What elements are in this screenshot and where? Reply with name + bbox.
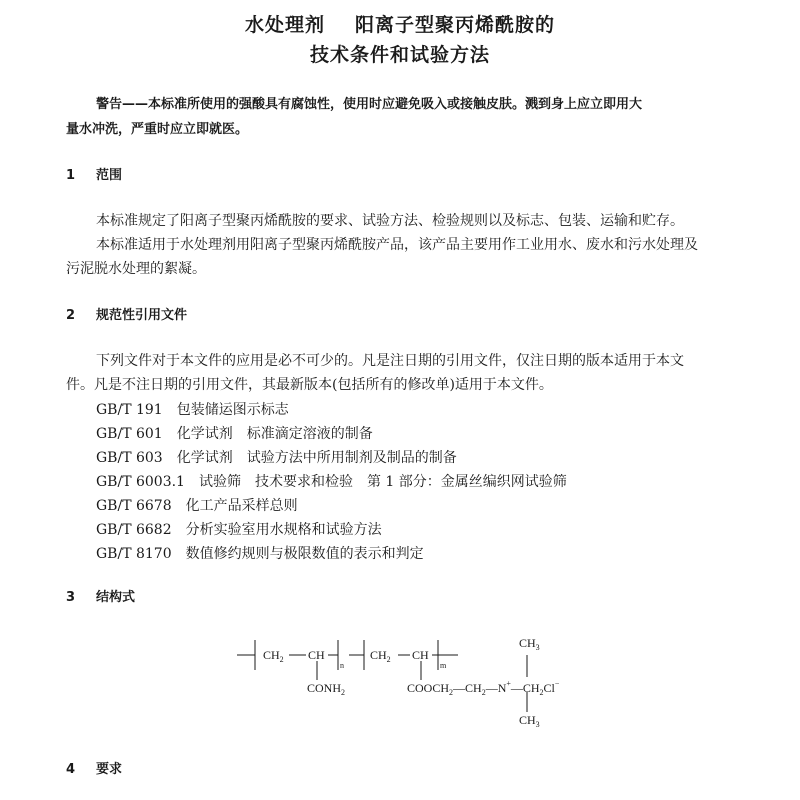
reference-title: 化工产品采样总则 (185, 498, 298, 514)
reference-item (96, 519, 382, 539)
reference-title: 化学试剂 试验方法中所用制剂及制品的制备 (176, 450, 457, 466)
section-title: 要求 (96, 762, 123, 777)
reference-code: GB/T 6678 (96, 498, 172, 514)
reference-title: 分析实验室用水规格和试验方法 (185, 522, 382, 538)
section-1-paragraph-2-line-2: 污泥脱水处理的絮凝。 (66, 261, 206, 277)
section-title: 结构式 (96, 590, 136, 605)
warning-line-1: 警告——本标准所使用的强酸具有腐蚀性，使用时应避免吸入或接触皮肤。溅到身上应立即用大 (96, 97, 643, 112)
reference-code: GB/T 6003.1 (96, 474, 185, 490)
section-title: 规范性引用文件 (96, 308, 188, 323)
section-4-heading (66, 758, 122, 777)
reference-item (96, 423, 373, 443)
section-title: 范围 (96, 168, 123, 183)
reference-title: 包装储运图示标志 (176, 402, 289, 418)
title-part-a: 水处理剂 (244, 14, 325, 36)
title-part-b: 阳离子型聚丙烯酰胺的 (355, 14, 556, 36)
document-title-line2: 技术条件和试验方法 (309, 44, 490, 66)
svg-text:CH2: $CH_2$ (263, 648, 284, 664)
section-1-paragraph-2-line-1: 本标准适用于水处理剂用阳离子型聚丙烯酰胺产品，该产品主要用作工业用水、废水和污水处理及 (96, 237, 698, 253)
svg-text:m: m (440, 661, 447, 670)
warning-line-2: 量水冲洗，严重时应立即就医。 (66, 122, 249, 137)
section-2-paragraph-line-2: 件。凡是不注日期的引用文件，其最新版本(包括所有的修改单)适用于本文件。 (66, 377, 553, 393)
reference-item (96, 399, 289, 419)
section-number: 3 (66, 590, 76, 605)
section-number: 2 (66, 308, 76, 323)
svg-text:CH2: $CH_2$ (370, 648, 391, 664)
section-1-heading (66, 164, 122, 183)
document-title-line1 (0, 10, 800, 37)
svg-text:CH: CH (412, 648, 429, 662)
section-2-heading (66, 304, 187, 323)
structural-formula (0, 600, 800, 730)
reference-title: 试验筛 技术要求和检验 第 1 部分：金属丝编织网试验筛 (198, 474, 567, 490)
svg-text:CONH2: $CONH_2$ (307, 681, 346, 697)
reference-code: GB/T 6682 (96, 522, 172, 538)
svg-text:CH3: $CH_3$ (519, 713, 540, 729)
svg-text:CH3: $CH_3$ (519, 636, 540, 652)
svg-text:CH: CH (308, 648, 325, 662)
reference-item (96, 543, 424, 563)
reference-item (96, 447, 457, 467)
reference-code: GB/T 601 (96, 426, 163, 442)
section-2-paragraph-line-1: 下列文件对于本文件的应用是必不可少的。凡是注日期的引用文件，仅注日期的版本适用于本文 (96, 353, 684, 369)
svg-text:COOCH2—CH2—N+—CH2Cl−: $COOCH_2—CH_2—N^+—CH_2Cl^-$ (407, 679, 560, 697)
section-number: 1 (66, 168, 76, 183)
section-1-paragraph-1: 本标准规定了阳离子型聚丙烯酰胺的要求、试验方法、检验规则以及标志、包装、运输和贮存。 (96, 213, 684, 229)
reference-item (96, 495, 298, 515)
reference-code: GB/T 191 (96, 402, 163, 418)
reference-item (96, 471, 567, 491)
svg-text:n: n (340, 661, 344, 670)
formula-text (263, 636, 560, 729)
reference-code: GB/T 8170 (96, 546, 172, 562)
section-number: 4 (66, 762, 76, 777)
reference-title: 化学试剂 标准滴定溶液的制备 (176, 426, 373, 442)
reference-code: GB/T 603 (96, 450, 163, 466)
reference-title: 数值修约规则与极限数值的表示和判定 (185, 546, 424, 562)
